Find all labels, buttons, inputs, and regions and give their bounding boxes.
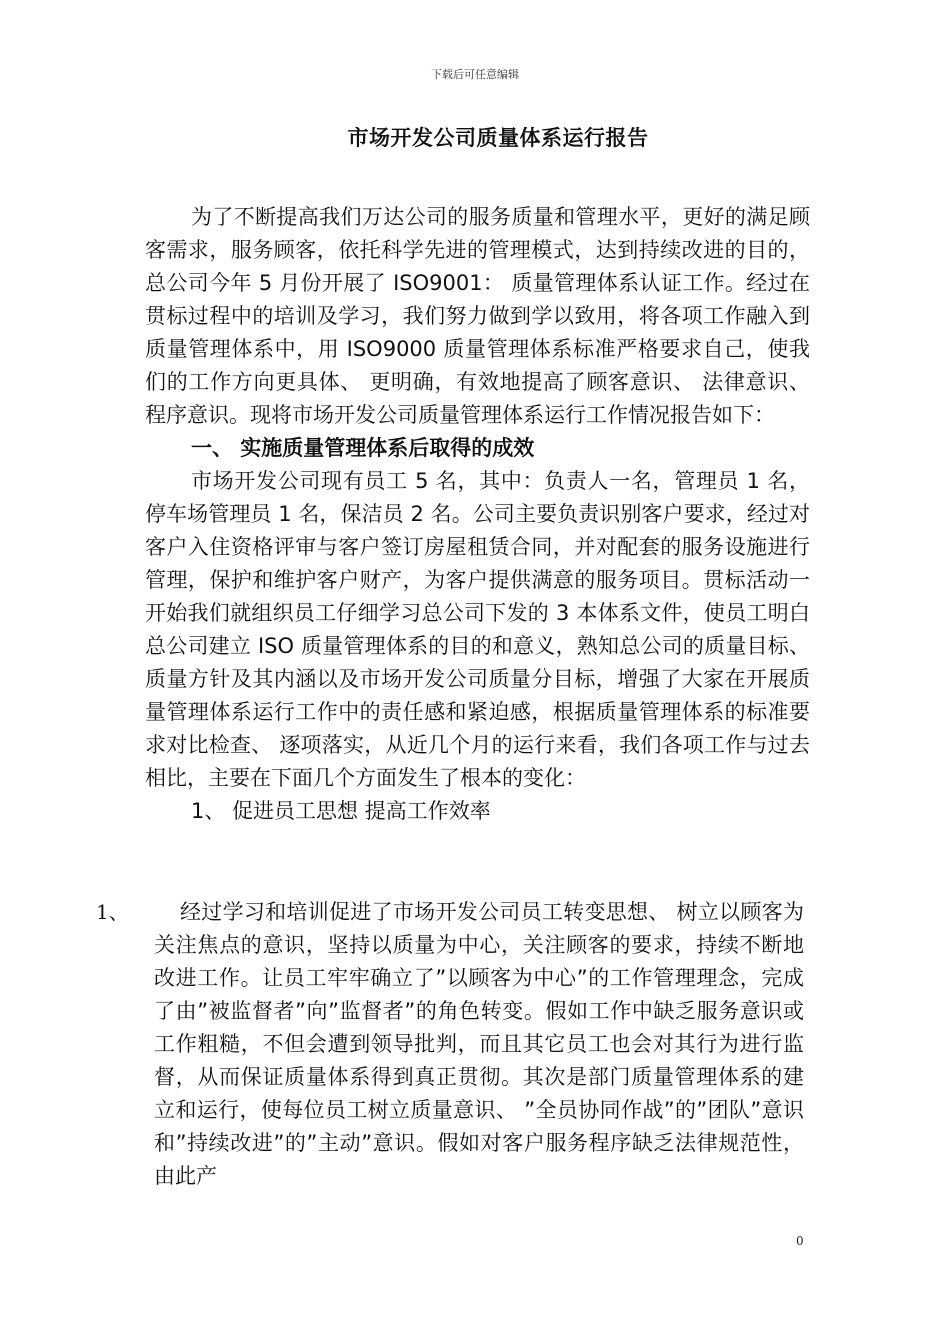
page-number: 0 bbox=[796, 1234, 804, 1248]
section-heading: 一、 实施质量管理体系后取得的成效 bbox=[191, 436, 535, 460]
section-paragraph: 市场开发公司现有员工 5 名，其中：负责人一名，管理员 1 名，停车场管理员 1 名，保洁员 2 名。公司主要负责识别客户要求，经过对客户入住资格评审与客户签订房屋租赁合同，并对配套的服务设施进行管理，保护和维护客户财产，为客户提供满意的服务项目。贯标活动一开始我们就组织员工仔细学习总公司下发的 3 本体系文件，使员工明白总公司建立 ISO 质量管理体系的目的和意义，熟知总公司的质量目标、 质量方针及其内涵以及市场开发公司质量分目标，增强了大家在开展质量管理体系运行工作中的责任感和紧迫感，根据质量管理体系的标准要求对比检查、 逐项落实，从近几个月的运行来看，我们各项工作与过去相比，主要在下面几个方面发生了根本的变化： bbox=[145, 469, 810, 790]
header-note: 下载后可任意编辑 bbox=[431, 68, 519, 81]
list-number: 1、 bbox=[96, 900, 129, 924]
document-title: 市场开发公司质量体系运行报告 bbox=[347, 126, 649, 150]
intro-paragraph: 为了不断提高我们万达公司的服务质量和管理水平，更好的满足顾客需求，服务顾客，依托科学先进的管理模式，达到持续改进的目的，总公司今年 5 月份开展了 ISO9001： 质量管理体系认证工作。经过在贯标过程中的培训及学习，我们努力做到学以致用，将各项工作融入到质量管理体系中，用 ISO9000 质量管理体系标准严格要求自己，使我们的工作方向更具体、 更明确，有效地提高了顾客意识、 法律意识、 程序意识。现将市场开发公司质量管理体系运行工作情况报告如下： bbox=[145, 205, 810, 427]
list-item-paragraph: 经过学习和培训促进了市场开发公司员工转变思想、 树立以顾客为关注焦点的意识，坚持以质量为中心，关注顾客的要求，持续不断地改进工作。让员工牢牢确立了”以顾客为中心”的工作管理理念，完成了由”被监督者”向”监督者”的角色转变。假如工作中缺乏服务意识或工作粗糙，不但会遭到领导批判，而且其它员工也会对其行为进行监督，从而保证质量体系得到真正贯彻。其次是部门质量管理体系的建立和运行，使每位员工树立质量意识、 ”全员协同作战”的”团队”意识和”持续改进”的”主动”意识。假如对客户服务程序缺乏法律规范性，由此产 bbox=[154, 900, 804, 1188]
document-body bbox=[145, 201, 810, 828]
list-item bbox=[154, 896, 804, 1193]
subsection-heading: 1、 促进员工思想 提高工作效率 bbox=[191, 799, 491, 823]
